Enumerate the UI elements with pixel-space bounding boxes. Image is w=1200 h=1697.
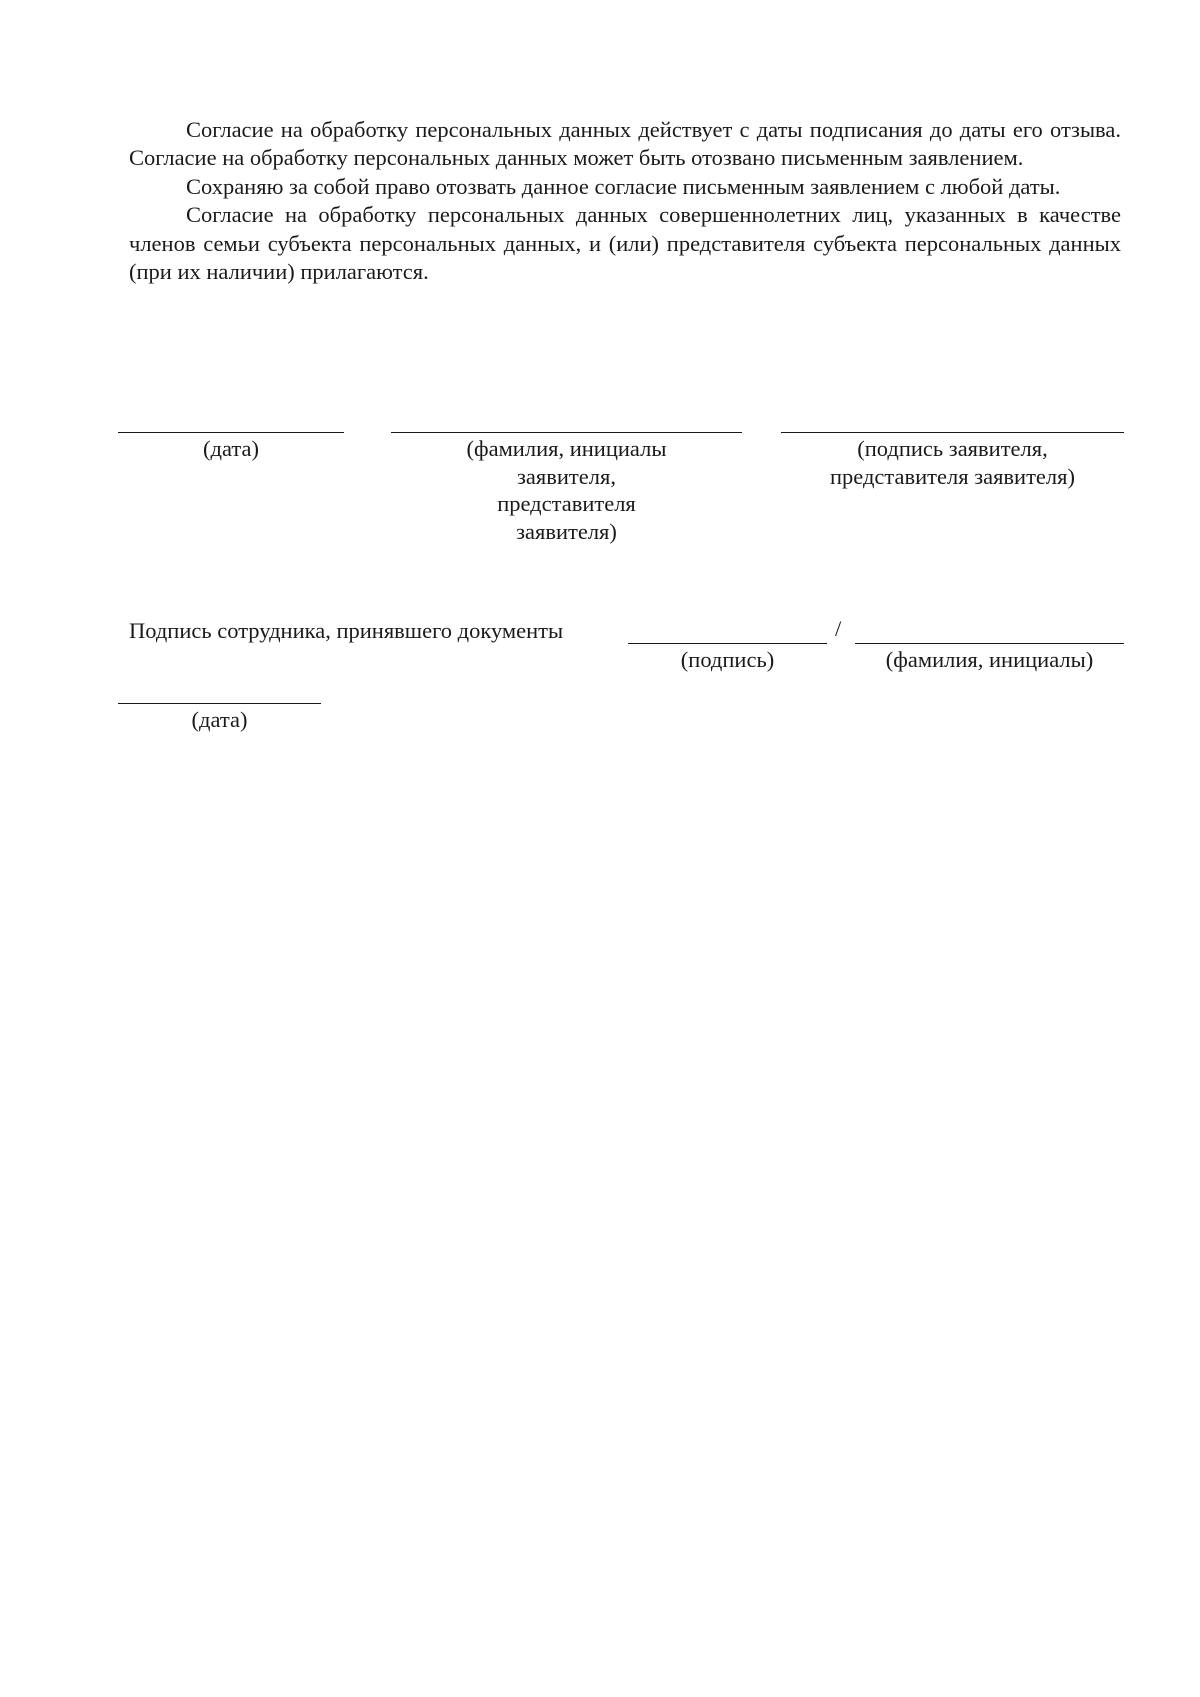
employee-signature-caption: (подпись) <box>680 647 775 672</box>
applicant-name-caption: (фамилия, инициалы заявителя, представителя заявителя) <box>466 436 667 544</box>
employee-name-field <box>855 643 1124 674</box>
employee-date-caption: (дата) <box>191 707 248 732</box>
employee-signature-label: Подпись сотрудника, принявшего документы <box>129 618 564 643</box>
applicant-signature-field <box>781 432 1124 490</box>
employee-name-caption: (фамилия, инициалы) <box>885 647 1094 672</box>
signature-separator: / <box>835 616 842 641</box>
employee-signature-field <box>628 643 827 674</box>
consent-text <box>129 116 1121 286</box>
applicant-date-caption: (дата) <box>203 436 259 461</box>
applicant-signature-caption: (подпись заявителя, представителя заявителя) <box>830 436 1075 489</box>
applicant-date-field <box>118 432 344 463</box>
applicant-name-field <box>391 432 742 545</box>
paragraph-validity: Согласие на обработку персональных данных действует с даты подписания до даты его отзыва. Согласие на обработку персональных данных может быть отозвано письменным заявлением. <box>129 117 1121 171</box>
paragraph-attachments: Согласие на обработку персональных данных совершеннолетних лиц, указанных в качестве членов семьи субъекта персональных данных, и (или) представителя субъекта персональных данных (при их наличии) прилагаются. <box>129 202 1121 285</box>
employee-date-field <box>118 703 321 734</box>
paragraph-revocation-right: Сохраняю за собой право отозвать данное согласие письменным заявлением с любой даты. <box>186 173 1061 199</box>
